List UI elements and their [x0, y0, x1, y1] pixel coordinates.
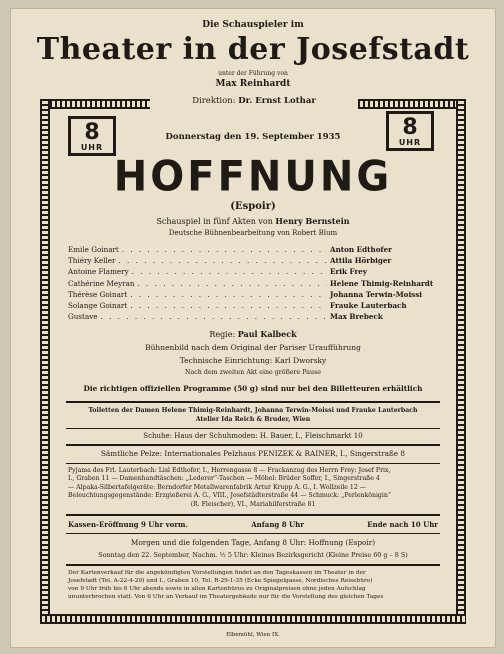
suppliers-block — [68, 467, 438, 509]
time-unit: UHR — [398, 138, 422, 147]
meander-border-top-left — [40, 99, 150, 109]
sunday-performance: Sonntag den 22. September, Nachm. ½ 5 Uhr: Kleines Bezirksgericht (Kleine Preise 60 g – 8 S) — [98, 551, 408, 559]
cast-actor: Helene Thimig-Reinhardt — [330, 278, 434, 288]
play-title: HOFFNUNG — [113, 152, 393, 202]
supplier-line: — Alpaka-Silbertafelgeräte: Berndorfer Metallwarenfabrik Artur Krupp A. G., I. Wollzeile 12 — — [68, 483, 366, 491]
divider — [66, 428, 440, 429]
cast-row — [68, 266, 438, 277]
technik: Technische Einrichtung: Karl Dworsky — [179, 356, 327, 365]
leader-dots — [118, 256, 327, 265]
play-subtitle: (Espoir) — [230, 201, 276, 212]
theater-title: Theater in der Josefstadt — [36, 32, 470, 67]
meander-border-bottom — [40, 614, 466, 624]
play-author: Henry Bernstein — [275, 216, 350, 226]
next-performance: Morgen und die folgenden Tage, Anfang 8 Uhr: Hoffnung (Espoir) — [130, 538, 376, 547]
direktion-label: Direktion: — [192, 96, 236, 106]
cast-role: Thiéry Keller — [68, 256, 116, 266]
pause-note: Nach dem zweiten Akt eine größere Pause — [185, 369, 321, 376]
play-adaptation: Deutsche Bühnenbearbeitung von Robert Blum — [168, 229, 338, 237]
regie — [10, 329, 496, 339]
cast-row — [68, 255, 438, 266]
regie-name: Paul Kalbeck — [237, 329, 297, 339]
cast-row — [68, 300, 438, 311]
divider — [66, 514, 440, 516]
director-top: Max Reinhardt — [215, 79, 291, 89]
kartenverkauf-block — [68, 569, 438, 601]
printer-imprint: Elbemühl, Wien IX. — [226, 632, 280, 638]
divider — [66, 444, 440, 446]
divider — [66, 533, 440, 534]
leader-dots — [130, 301, 327, 310]
cast-role: Emile Goinart — [68, 245, 119, 255]
direktion — [150, 96, 358, 106]
cast-role: Solange Goinart — [68, 301, 128, 311]
supplier-line: (R. Fleischer), VI., Mariahilferstraße 81 — [190, 500, 316, 508]
kassa-time: Kassen-Eröffnung 9 Uhr vorm. — [68, 520, 188, 529]
kartenverkauf-line: von 9 Uhr früh bis 6 Uhr abends sowie in allen Kartenbüros zu Originalpreisen ohne jeden Aufschlag — [68, 586, 366, 592]
cast-row — [68, 311, 438, 322]
play-description — [10, 216, 496, 226]
kartenverkauf-line: ununterbrochen statt. Von 6 Uhr an Verkauf im Theatergebäude nur für die Vorstellung des gleichen Tages — [68, 594, 384, 600]
cast-row — [68, 278, 438, 289]
time-box-right — [386, 111, 434, 151]
cast-actor: Johanna Terwin-Moissi — [330, 289, 423, 299]
divider — [66, 401, 440, 403]
supplier-line: Pyjama des Frl. Lauterbach: Lisl Edthofer, I., Herrengasse 8 — Frackanzug des Herrn Frey: Josef Prix, — [68, 467, 391, 474]
anfang-time: Anfang 8 Uhr — [251, 520, 304, 529]
time-number: 8 — [84, 120, 100, 145]
programme-note: Die richtigen offiziellen Programme (50 g) sind nur bei den Billetteuren erhältlich — [83, 384, 423, 393]
cast-actor: Attila Hörbiger — [330, 256, 392, 266]
header-line1: Die Schauspieler im — [202, 20, 304, 30]
description-prefix: Schauspiel in fünf Akten von — [156, 217, 273, 226]
schuhe-note: Schuhe: Haus der Schuhmoden: H. Bauer, I., Fleischmarkt 10 — [143, 432, 363, 440]
kartenverkauf-line: Der Kartenverkauf für die angekündigten Vorstellungen findet an den Tageskassen im Theater in der — [68, 570, 366, 576]
leader-dots — [132, 267, 327, 276]
cast-role: Gustave — [68, 312, 98, 322]
leader-dots — [122, 245, 327, 254]
cast-row — [68, 289, 438, 300]
leader-dots — [130, 290, 327, 299]
time-number: 8 — [402, 115, 418, 140]
leader-dots — [137, 279, 327, 288]
ende-time: Ende nach 10 Uhr — [367, 520, 438, 529]
cast-actor: Max Brebeck — [330, 312, 383, 322]
cast-row — [68, 244, 438, 255]
times-row — [68, 520, 438, 529]
pelze-note: Sämtliche Pelze: Internationales Pelzhaus PENIZEK & RAINER, I., Singerstraße 8 — [100, 449, 406, 458]
cast-actor: Frauke Lauterbach — [330, 301, 407, 311]
cast-actor: Anton Edthofer — [330, 245, 392, 255]
cast-role: Thérèse Goinart — [68, 289, 128, 299]
header-line2: unter der Führung von — [218, 70, 288, 77]
direktion-name: Dr. Ernst Lothar — [238, 96, 316, 106]
cast-actor: Erik Frey — [330, 267, 367, 277]
kartenverkauf-line: Josefstadt (Tel. A-22-4-20) und I., Graben 10, Tel. R-29-1-35 (Ecke Spiegelgasse, Nordisches Reisebüro) — [68, 578, 373, 584]
regie-label: Regie: — [209, 330, 236, 339]
performance-date: Donnerstag den 19. September 1935 — [165, 132, 341, 142]
supplier-line: I., Graben 11 — Damenhandtäschen: „Lederer“-Taschen — Möbel: Brüder Soffer, I., Singerstraße 4 — [68, 475, 380, 483]
buehnenbild: Bühnenbild nach dem Original der Pariser Uraufführung — [145, 343, 361, 352]
divider — [66, 463, 440, 464]
toiletten-line2: Atelier Ida Reich & Bruder, Wien — [195, 416, 311, 423]
playbill — [10, 8, 496, 648]
supplier-line: Beleuchtungsgegenstände: Erzgießerei A. G., VIII., Josefstädterstraße 44 — Schmuck: „Perlenkönigin“ — [68, 492, 392, 500]
cast-list — [68, 244, 438, 322]
toiletten-line1: Toiletten der Damen Helene Thimig-Reinhardt, Johanna Terwin-Moissi und Frauke Lauterbach — [88, 407, 418, 414]
cast-role: Cathérine Meyran — [68, 278, 135, 288]
time-unit: UHR — [80, 143, 104, 152]
leader-dots — [101, 312, 327, 321]
meander-border-top-right — [358, 99, 466, 109]
divider — [66, 564, 440, 566]
cast-role: Antoine Flamery — [68, 267, 129, 277]
